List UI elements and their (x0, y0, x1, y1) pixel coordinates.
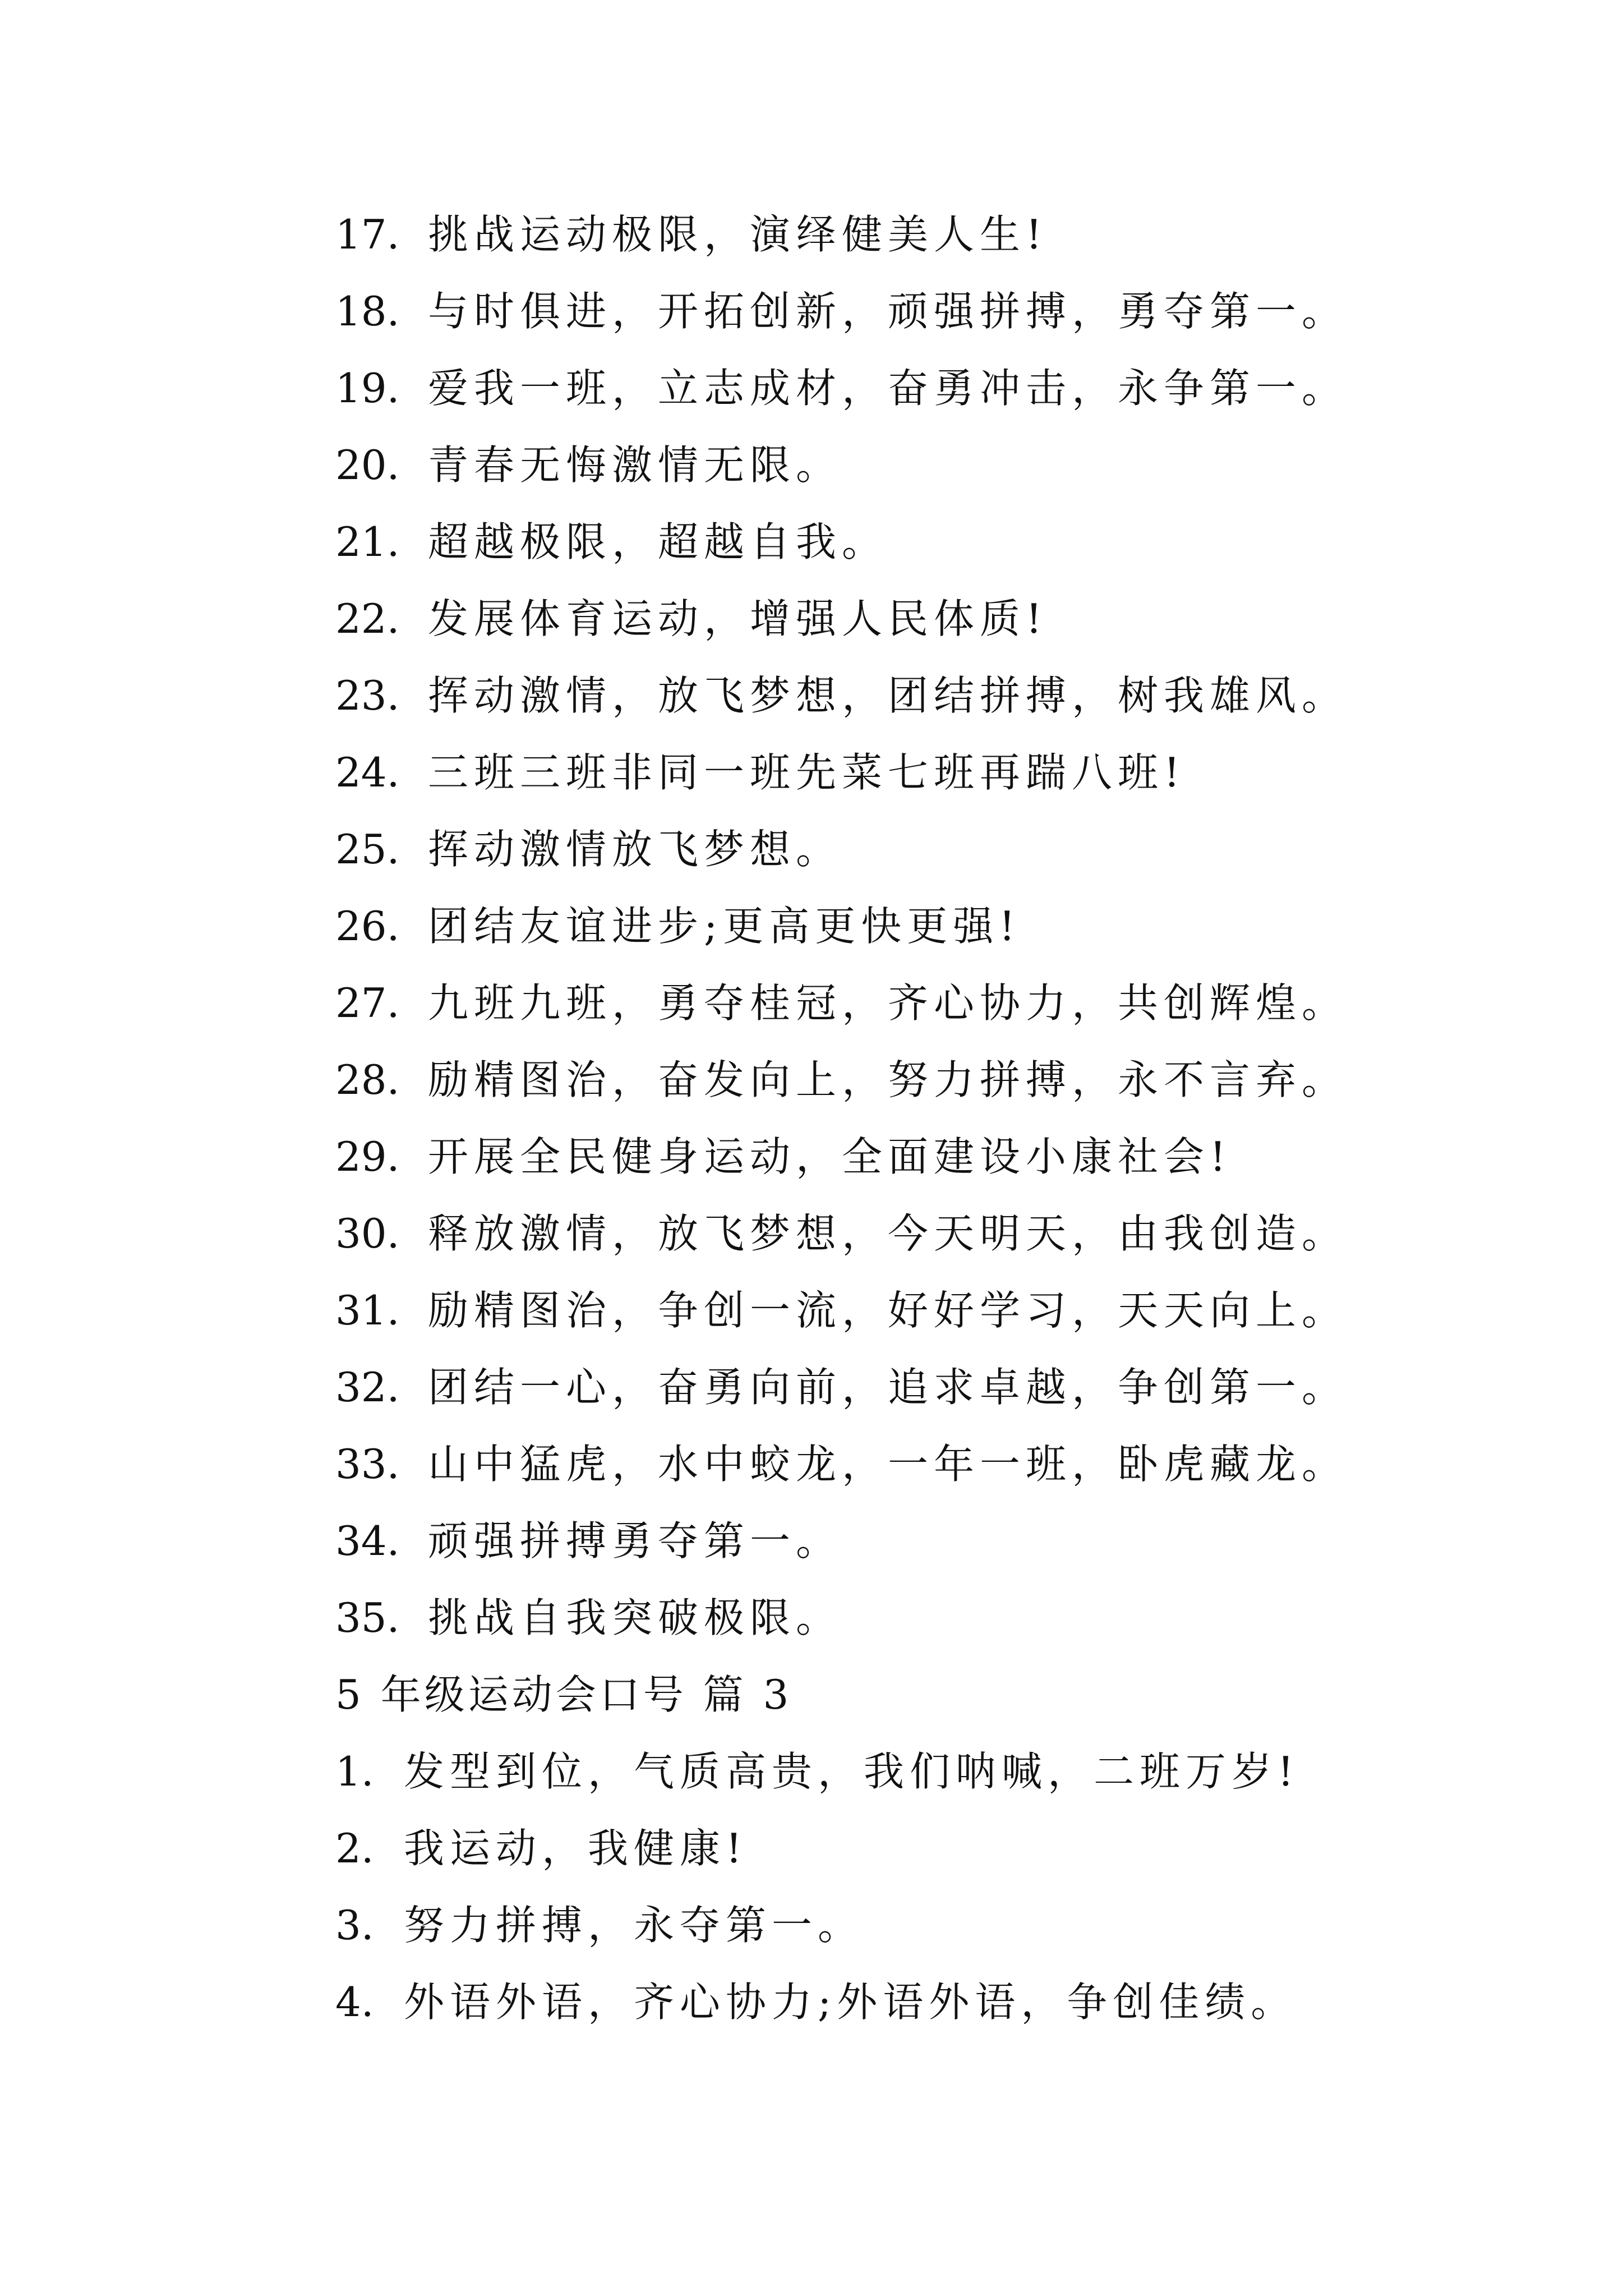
item-text: 团结一心，奋勇向前，追求卓越，争创第一。 (428, 1364, 1348, 1411)
item-text: 励精图治，争创一流，好好学习，天天向上。 (428, 1287, 1348, 1334)
list-item (335, 437, 1569, 514)
list-item (335, 744, 1569, 821)
item-text: 发型到位，气质高贵，我们呐喊，二班万岁! (404, 1748, 1299, 1795)
item-number: 29. (335, 1133, 400, 1180)
slogan-list (335, 206, 1569, 2051)
list-item (335, 1129, 1569, 1205)
item-number: 35. (335, 1594, 400, 1641)
item-text: 励精图治，奋发向上，努力拼搏，永不言弃。 (428, 1056, 1348, 1103)
item-text: 爱我一班，立志成材，奋勇冲击，永争第一。 (428, 365, 1348, 412)
item-number: 18. (335, 288, 400, 335)
item-number: 21. (335, 518, 400, 565)
list-item (335, 1974, 1569, 2051)
item-text: 青春无悔激情无限。 (428, 441, 842, 489)
item-text: 山中猛虎，水中蛟龙，一年一班，卧虎藏龙。 (428, 1441, 1348, 1488)
item-number: 34. (335, 1517, 400, 1565)
item-text: 九班九班，勇夺桂冠，齐心协力，共创辉煌。 (428, 979, 1348, 1027)
item-number: 32. (335, 1364, 400, 1411)
item-text: 开展全民健身运动，全面建设小康社会! (428, 1133, 1232, 1180)
item-text: 挥动激情放飞梦想。 (428, 826, 842, 873)
list-item (335, 1897, 1569, 1974)
item-text: 顽强拼搏勇夺第一。 (428, 1517, 842, 1565)
list-item (335, 1436, 1569, 1513)
list-item (335, 1052, 1569, 1129)
item-text: 与时俱进，开拓创新，顽强拼搏，勇夺第一。 (428, 288, 1348, 335)
list-item (335, 1359, 1569, 1436)
item-number: 27. (335, 979, 400, 1027)
section-heading-row (335, 1667, 1569, 1743)
item-number: 23. (335, 672, 400, 719)
item-number: 31. (335, 1287, 400, 1334)
list-item (335, 1205, 1569, 1282)
item-text: 我运动，我健康! (404, 1825, 748, 1872)
list-item (335, 591, 1569, 668)
item-number: 19. (335, 365, 400, 412)
item-number: 4. (335, 1978, 374, 2026)
item-number: 17. (335, 211, 400, 258)
item-text: 外语外语，齐心协力;外语外语，争创佳绩。 (404, 1978, 1297, 2026)
item-number: 1. (335, 1748, 374, 1795)
item-text: 挑战自我突破极限。 (428, 1594, 842, 1641)
list-item (335, 1820, 1569, 1897)
list-item (335, 668, 1569, 744)
item-number: 20. (335, 441, 400, 489)
item-number: 28. (335, 1056, 400, 1103)
item-text: 团结友谊进步;更高更快更强! (428, 903, 1021, 950)
item-text: 超越极限，超越自我。 (428, 518, 888, 565)
item-number: 26. (335, 903, 400, 950)
list-item (335, 898, 1569, 975)
list-item (335, 975, 1569, 1052)
list-item (335, 206, 1569, 283)
item-number: 24. (335, 749, 400, 796)
section-heading: 5 年级运动会口号 篇 3 (335, 1671, 792, 1718)
item-number: 2. (335, 1825, 374, 1872)
list-item (335, 821, 1569, 898)
item-text: 挥动激情，放飞梦想，团结拼搏，树我雄风。 (428, 672, 1348, 719)
list-item (335, 283, 1569, 360)
list-item (335, 1743, 1569, 1820)
item-text: 努力拼搏，永夺第一。 (404, 1902, 864, 1949)
item-number: 22. (335, 595, 400, 642)
list-item (335, 1513, 1569, 1590)
list-item (335, 360, 1569, 437)
item-number: 33. (335, 1441, 400, 1488)
item-text: 挑战运动极限，演绎健美人生! (428, 211, 1048, 258)
list-item (335, 514, 1569, 591)
item-number: 30. (335, 1210, 400, 1257)
item-text: 发展体育运动，增强人民体质! (428, 595, 1048, 642)
item-text: 三班三班非同一班先菜七班再踹八班! (428, 749, 1186, 796)
item-number: 25. (335, 826, 400, 873)
item-text: 释放激情，放飞梦想，今天明天，由我创造。 (428, 1210, 1348, 1257)
list-item (335, 1590, 1569, 1667)
list-item (335, 1282, 1569, 1359)
item-number: 3. (335, 1902, 374, 1949)
